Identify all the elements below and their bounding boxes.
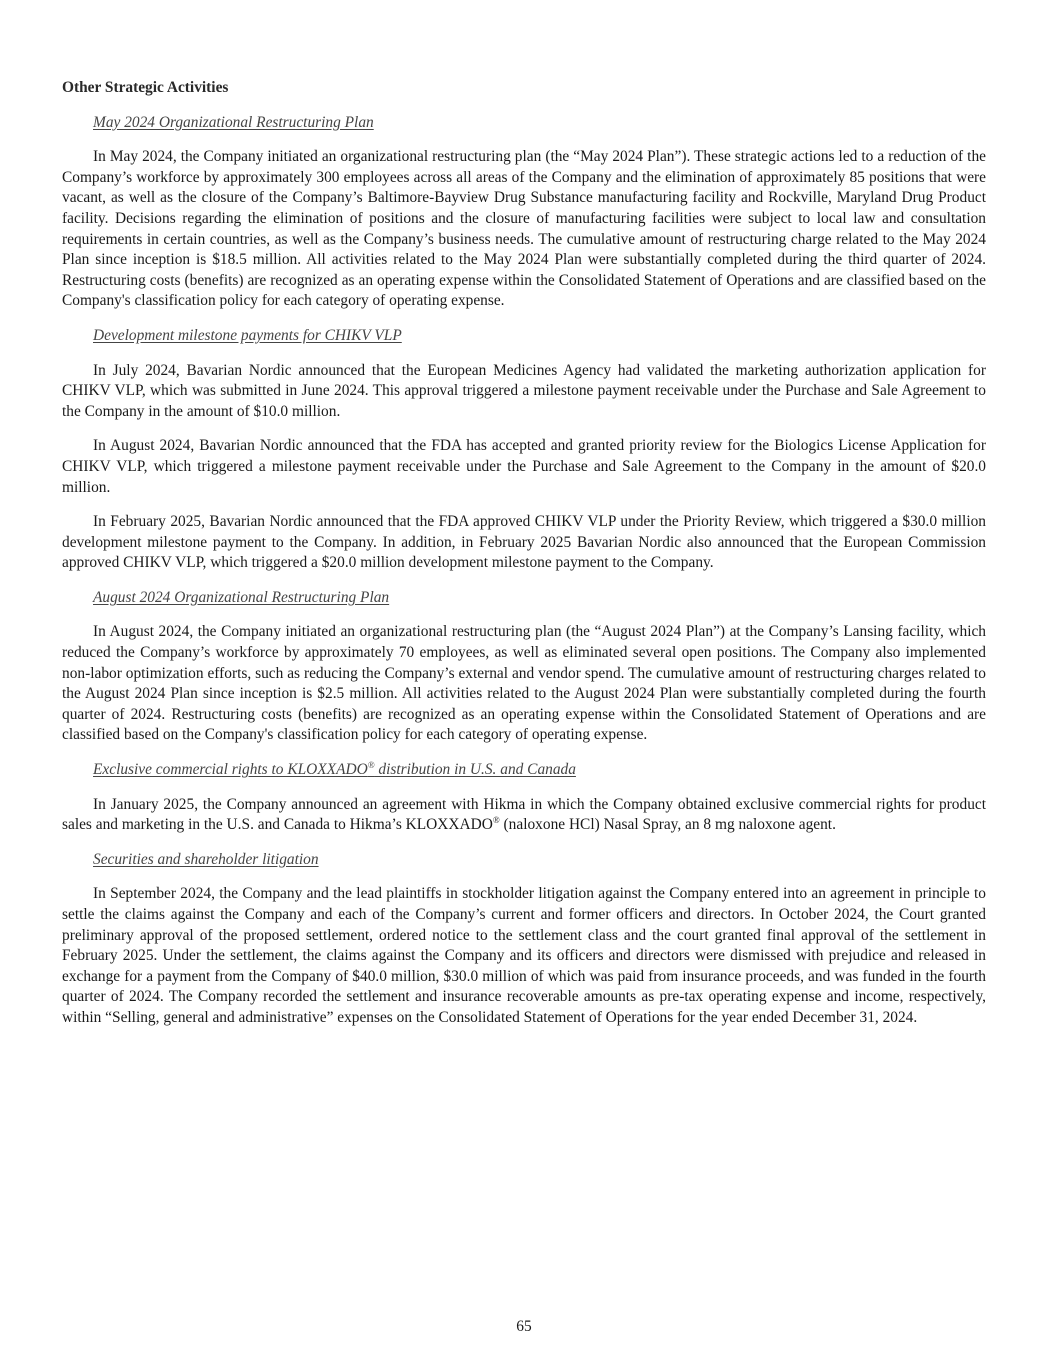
paragraph-chikv-july-2024: In July 2024, Bavarian Nordic announced that the European Medicines Agency had validated the marketing authorization application for CHIKV VLP, which was submitted in June 2024. This approval triggered a milestone payment receivable under the Purchase and Sale Agreement to the Company in the amount of $10.0 million. (62, 361, 986, 420)
subheading-chikv-milestones: Development milestone payments for CHIKV VLP (93, 326, 402, 344)
subheading-kloxxado-rights (93, 760, 986, 781)
subheading-kloxxado-part-1: Exclusive commercial rights to KLOXXADO (93, 761, 368, 779)
document-page (62, 78, 986, 1043)
paragraph-chikv-august-2024: In August 2024, Bavarian Nordic announced that the FDA has accepted and granted priority review for the Biologics License Application for CHIKV VLP, which triggered a milestone payment receivable under the Purchase and Sale Agreement to the Company in the amount of $20.0 million. (62, 437, 986, 496)
paragraph-chikv-february-2025: In February 2025, Bavarian Nordic announced that the FDA approved CHIKV VLP under the Priority Review, which triggered a $30.0 million development milestone payment to the Company. In addition, in February 2025 Bavarian Nordic also announced that the European Commission approved CHIKV VLP, which triggered a $20.0 million development milestone payment to the Company. (62, 513, 986, 572)
paragraph-august-2024-plan: In August 2024, the Company initiated an organizational restructuring plan (the “August 2024 Plan”) at the Company’s Lansing facility, which reduced the Company’s workforce by approximately 70 employees, as well as eliminated several open positions. The Company also implemented non-labor optimization efforts, such as reducing the Company’s external and vendor spend. The cumulative amount of restructuring charges related to the August 2024 Plan since inception is $2.5 million. All activities related to the August 2024 Plan were substantially completed during the fourth quarter of 2024. Restructuring costs (benefits) are recognized as an operating expense within the Consolidated Statement of Operations and are classified based on the Company's classification policy for each category of operating expense. (62, 623, 986, 744)
paragraph-securities-litigation: In September 2024, the Company and the lead plaintiffs in stockholder litigation against the Company entered into an agreement in principle to settle the claims against the Company and each of the Company’s current and former officers and directors. In October 2024, the Court granted preliminary approval of the proposed settlement, ordered notice to the settlement class and the court granted final approval of the settlement in February 2025. Under the settlement, the claims against the Company and its officers and directors were dismissed with prejudice and released in exchange for a payment from the Company of $40.0 million, $30.0 million of which was paid from insurance proceeds, and was funded in the fourth quarter of 2024. The Company recorded the settlement and insurance recoverable amounts as pre-tax operating expense and income, respectively, within “Selling, general and administrative” expenses on the Consolidated Statement of Operations for the year ended December 31, 2024. (62, 885, 986, 1026)
subheading-may-2024-plan: May 2024 Organizational Restructuring Plan (93, 113, 374, 131)
paragraph-kloxxado-part-1: In January 2025, the Company announced an agreement with Hikma in which the Company obtained exclusive commercial rights for product sales and marketing in the U.S. and Canada to Hikma’s KLOXXADO (62, 795, 986, 834)
paragraph-kloxxado-part-2: (naloxone HCl) Nasal Spray, an 8 mg naloxone agent. (499, 816, 836, 834)
paragraph-kloxxado (62, 795, 986, 836)
subheading-kloxxado-part-2: distribution in U.S. and Canada (374, 761, 576, 779)
paragraph-may-2024-plan: In May 2024, the Company initiated an organizational restructuring plan (the “May 2024 Plan”). These strategic actions led to a reduction of the Company’s workforce by approximately 300 employees across all areas of the Company and the elimination of approximately 85 positions that were vacant, as well as the closure of the Company’s Baltimore-Bayview Drug Substance manufacturing facility and Rockville, Maryland Drug Product facility. Decisions regarding the elimination of positions and the closure of manufacturing facilities were subject to local law and consultation requirements in certain countries, as well as the Company’s business needs. The cumulative amount of restructuring charge related to the May 2024 Plan since inception is $18.5 million. All activities related to the May 2024 Plan were substantially completed during the third quarter of 2024. Restructuring costs (benefits) are recognized as an operating expense within the Consolidated Statement of Operations and are classified based on the Company's classification policy for each category of operating expense. (62, 148, 986, 310)
registered-trademark-symbol: ® (367, 759, 375, 770)
section-title: Other Strategic Activities (62, 79, 229, 96)
subheading-august-2024-plan: August 2024 Organizational Restructuring Plan (93, 588, 390, 606)
page-number: 65 (516, 1318, 532, 1335)
registered-trademark-symbol: ® (492, 815, 500, 826)
subheading-securities-litigation: Securities and shareholder litigation (93, 850, 319, 868)
